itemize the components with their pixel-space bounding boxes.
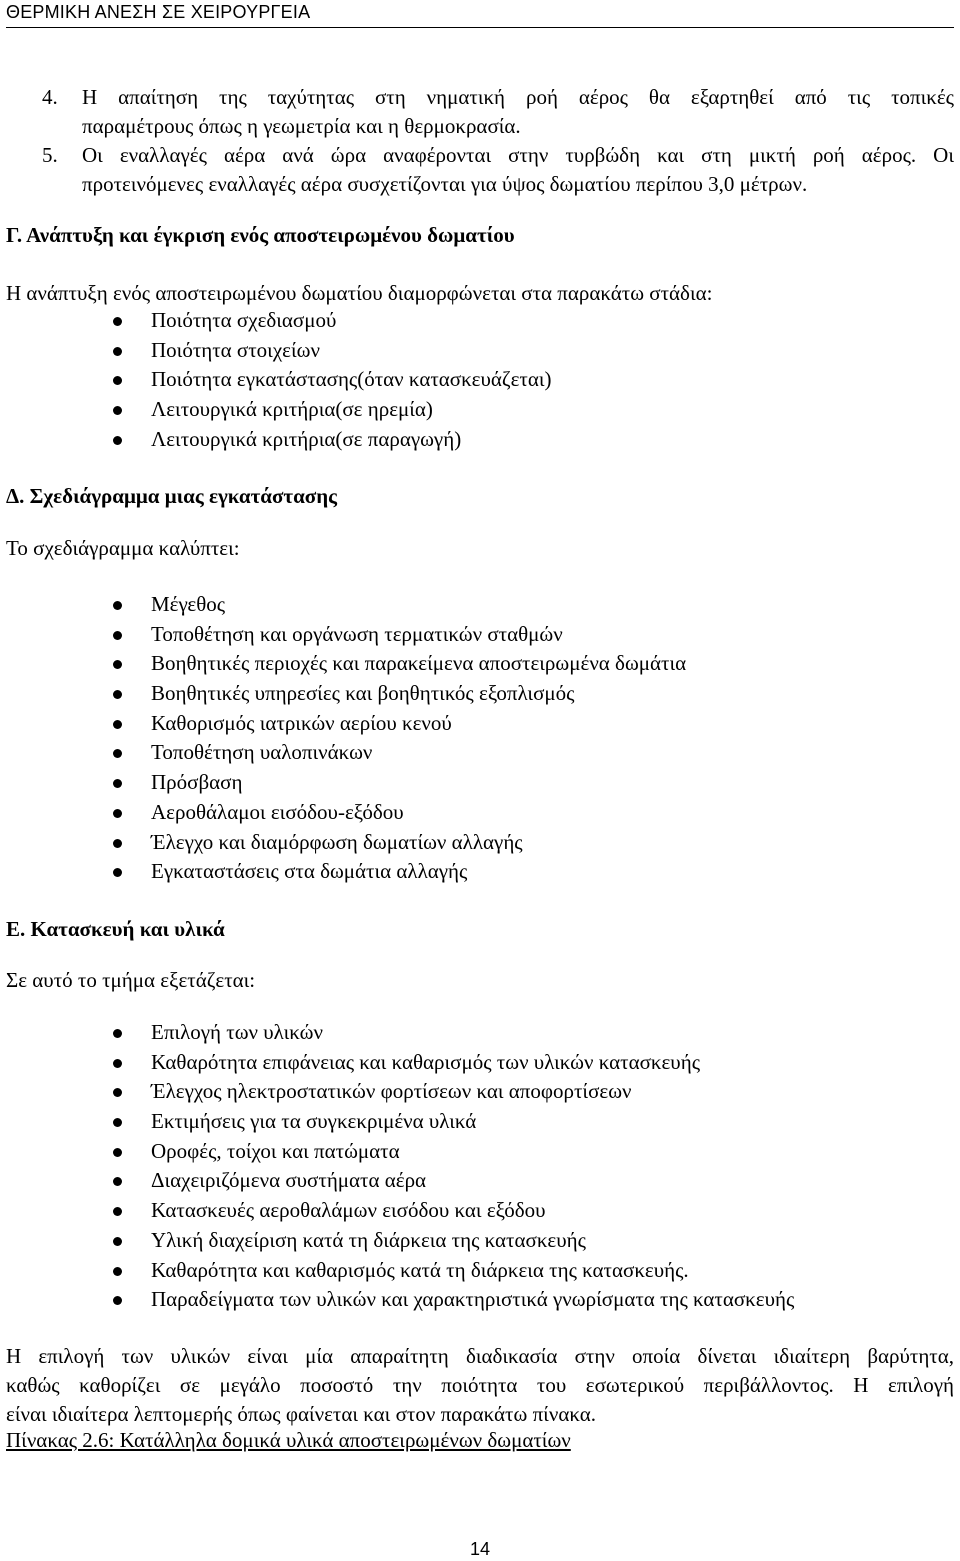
list-item: Διαχειριζόμενα συστήματα αέρα	[0, 1166, 794, 1196]
list-item: Καθαρότητα επιφάνειας και καθαρισμός των υλικών κατασκευής	[0, 1048, 794, 1078]
list-item: Μέγεθος	[0, 590, 686, 620]
item-text-line: παραμέτρους όπως η γεωμετρία και η θερμοκρασία.	[82, 114, 521, 138]
bullet-icon	[113, 436, 122, 445]
list-item: Καθορισμός ιατρικών αερίου κενού	[0, 709, 686, 739]
bullet-icon	[113, 1029, 122, 1038]
section-heading-e: Ε. Κατασκευή και υλικά	[6, 917, 225, 941]
table-caption: Πίνακας 2.6: Κατάλληλα δομικά υλικά αποστειρωμένων δωματίων	[6, 1428, 571, 1452]
bullet-icon	[113, 809, 122, 818]
section-intro-g: Η ανάπτυξη ενός αποστειρωμένου δωματίου διαμορφώνεται στα παρακάτω στάδια:	[6, 281, 713, 305]
section-heading-d: Δ. Σχεδιάγραμμα μιας εγκατάστασης	[6, 484, 338, 508]
bullet-list-d	[0, 590, 686, 887]
list-item: Βοηθητικές περιοχές και παρακείμενα αποστειρωμένα δωμάτια	[0, 649, 686, 679]
list-item: Παραδείγματα των υλικών και χαρακτηριστικά γνωρίσματα της κατασκευής	[0, 1285, 794, 1315]
list-item: Υλική διαχείριση κατά τη διάρκεια της κατασκευής	[0, 1226, 794, 1256]
bullet-icon	[113, 406, 122, 415]
bullet-icon	[113, 690, 122, 699]
list-item: Ποιότητα εγκατάστασης(όταν κατασκευάζεται)	[0, 365, 552, 395]
bullet-icon	[113, 1118, 122, 1127]
list-item: Έλεγχο και διαμόρφωση δωματίων αλλαγής	[0, 828, 686, 858]
bullet-list-g	[0, 306, 552, 454]
item-text-line: Η απαίτηση της ταχύτητας στη νηματική ροή αέρος θα εξαρτηθεί από τις τοπικές	[82, 85, 954, 109]
item-number: 5.	[42, 143, 58, 167]
running-header: ΘΕΡΜΙΚΗ ΑΝΕΣΗ ΣΕ ΧΕΙΡΟΥΡΓΕΙΑ	[6, 2, 311, 22]
bullet-icon	[113, 1088, 122, 1097]
bullet-icon	[113, 1207, 122, 1216]
bullet-icon	[113, 317, 122, 326]
bullet-icon	[113, 631, 122, 640]
bullet-icon	[113, 660, 122, 669]
section-intro-e: Σε αυτό το τμήμα εξετάζεται:	[6, 968, 256, 992]
bullet-icon	[113, 839, 122, 848]
bullet-icon	[113, 749, 122, 758]
list-item: Καθαρότητα και καθαρισμός κατά τη διάρκεια της κατασκευής.	[0, 1256, 794, 1286]
section-heading-g: Γ. Ανάπτυξη και έγκριση ενός αποστειρωμένου δωματίου	[6, 223, 515, 247]
paragraph-line: καθώς καθορίζει σε μεγάλο ποσοστό την ποιότητα του εσωτερικού περιβάλλοντος. Η επιλογή	[6, 1373, 954, 1397]
list-item: Τοποθέτηση και οργάνωση τερματικών σταθμών	[0, 620, 686, 650]
list-item: Βοηθητικές υπηρεσίες και βοηθητικός εξοπλισμός	[0, 679, 686, 709]
list-item: Ποιότητα στοιχείων	[0, 336, 552, 366]
item-text-line: Οι εναλλαγές αέρα ανά ώρα αναφέρονται στην τυρβώδη και στη μικτή ροή αέρος. Οι	[82, 143, 954, 167]
bullet-icon	[113, 1267, 122, 1276]
item-text-line: προτεινόμενες εναλλαγές αέρα συσχετίζονται για ύψος δωματίου περίπου 3,0 μέτρων.	[82, 172, 808, 196]
list-item: Λειτουργικά κριτήρια(σε παραγωγή)	[0, 425, 552, 455]
section-intro-d: Το σχεδιάγραμμα καλύπτει:	[6, 536, 240, 560]
bullet-icon	[113, 779, 122, 788]
paragraph-line: Η επιλογή των υλικών είναι μία απαραίτητη διαδικασία στην οποία δίνεται ιδιαίτερη βαρύτητα,	[6, 1344, 954, 1368]
bullet-icon	[113, 868, 122, 877]
list-item: Οροφές, τοίχοι και πατώματα	[0, 1137, 794, 1167]
list-item: Αεροθάλαμοι εισόδου-εξόδου	[0, 798, 686, 828]
header-rule	[6, 27, 954, 28]
list-item: Έλεγχος ηλεκτροστατικών φορτίσεων και αποφορτίσεων	[0, 1077, 794, 1107]
bullet-icon	[113, 720, 122, 729]
bullet-icon	[113, 1177, 122, 1186]
list-item: Εγκαταστάσεις στα δωμάτια αλλαγής	[0, 857, 686, 887]
list-item: Τοποθέτηση υαλοπινάκων	[0, 738, 686, 768]
bullet-icon	[113, 347, 122, 356]
bullet-icon	[113, 601, 122, 610]
bullet-icon	[113, 1296, 122, 1305]
bullet-list-e	[0, 1018, 794, 1315]
bullet-icon	[113, 1237, 122, 1246]
page-number: 14	[469, 1539, 491, 1559]
paragraph-line: είναι ιδιαίτερα λεπτομερής όπως φαίνεται και στον παρακάτω πίνακα.	[6, 1402, 596, 1426]
list-item: Επιλογή των υλικών	[0, 1018, 794, 1048]
list-item: Ποιότητα σχεδιασμού	[0, 306, 552, 336]
list-item: Πρόσβαση	[0, 768, 686, 798]
bullet-icon	[113, 1059, 122, 1068]
item-number: 4.	[42, 85, 58, 109]
list-item: Λειτουργικά κριτήρια(σε ηρεμία)	[0, 395, 552, 425]
bullet-icon	[113, 376, 122, 385]
list-item: Κατασκευές αεροθαλάμων εισόδου και εξόδου	[0, 1196, 794, 1226]
bullet-icon	[113, 1148, 122, 1157]
list-item: Εκτιμήσεις για τα συγκεκριμένα υλικά	[0, 1107, 794, 1137]
